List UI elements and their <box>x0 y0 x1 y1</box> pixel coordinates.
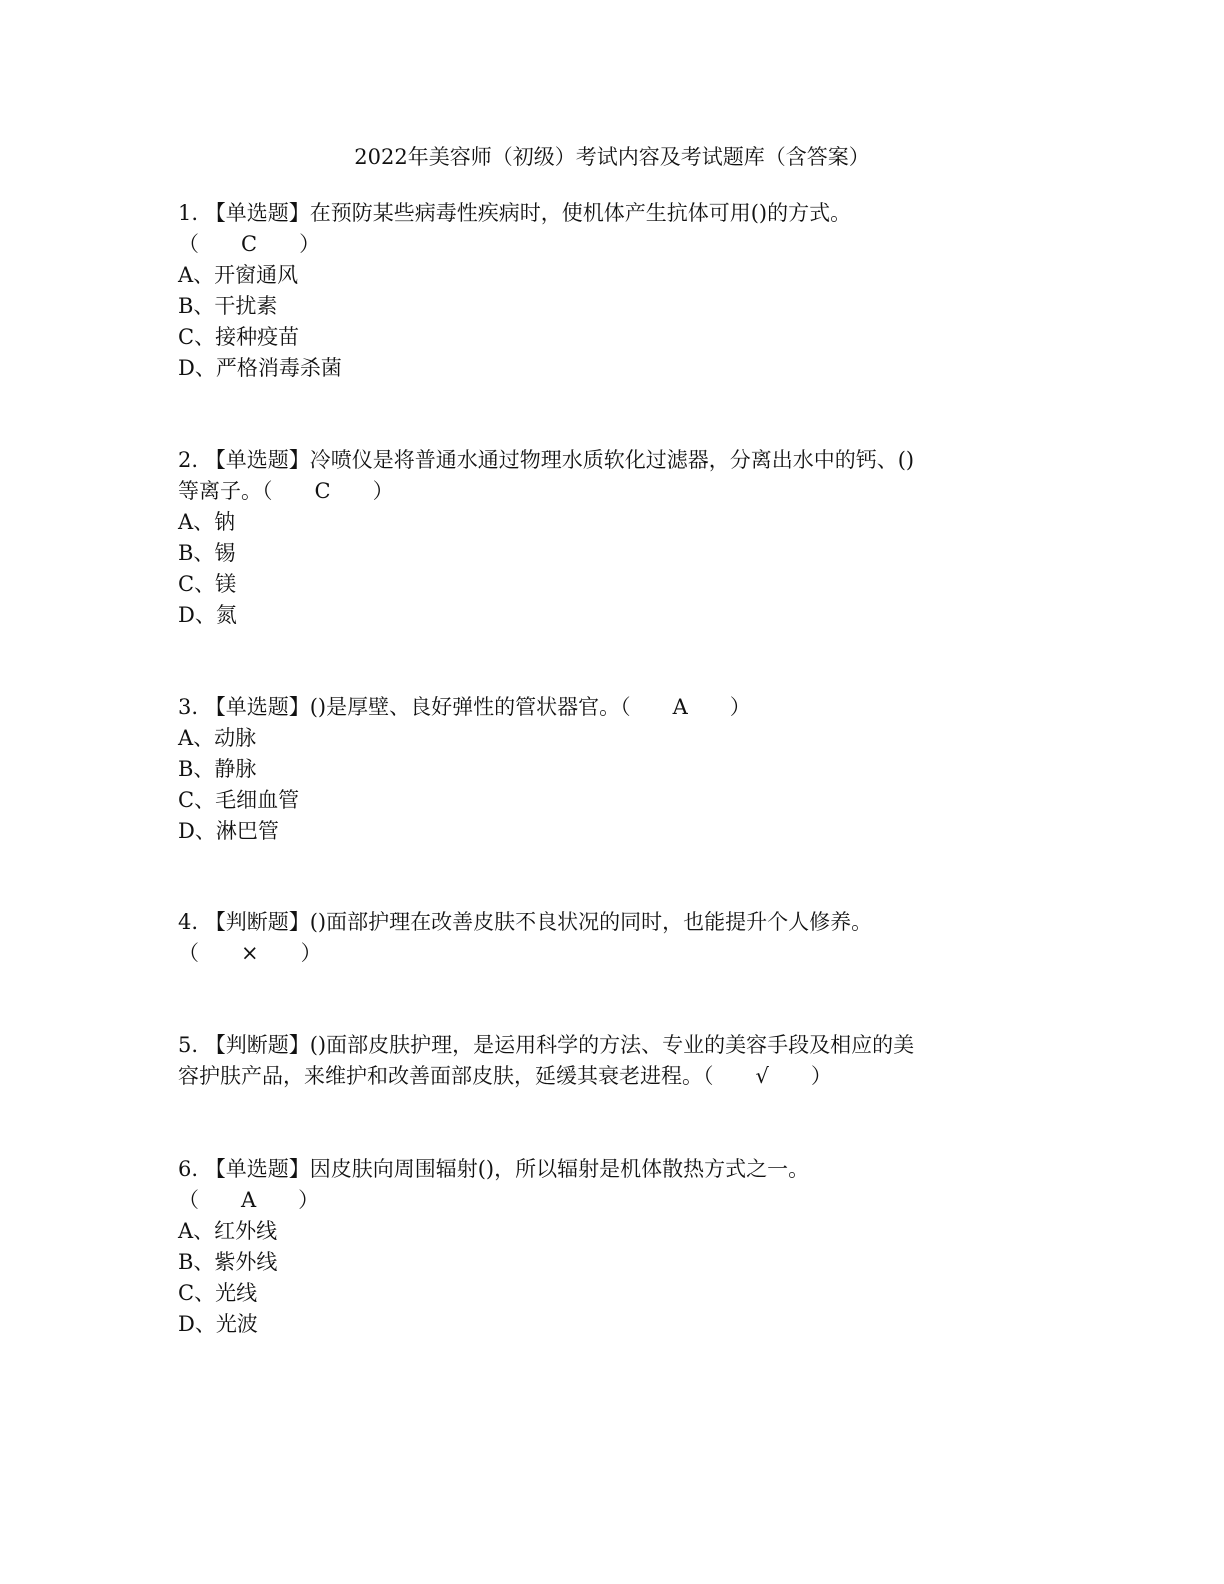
question-5 <box>178 1030 1028 1092</box>
question-2 <box>178 445 1028 631</box>
question-6-answer: （ A ） <box>178 1188 320 1212</box>
question-5-text-cont: 容护肤产品，来维护和改善面部皮肤，延缓其衰老进程。（ √ ） <box>178 1064 832 1088</box>
question-5-text: 5. 【判断题】()面部皮肤护理，是运用科学的方法、专业的美容手段及相应的美 <box>178 1033 915 1057</box>
question-4-answer: （ × ） <box>178 941 322 965</box>
question-6-option-d: D、光波 <box>178 1312 258 1336</box>
question-1-answer: （ C ） <box>178 232 321 256</box>
question-2-text: 2. 【单选题】冷喷仪是将普通水通过物理水质软化过滤器，分离出水中的钙、() <box>178 448 915 472</box>
question-6-text: 6. 【单选题】因皮肤向周围辐射()，所以辐射是机体散热方式之一。 <box>178 1157 810 1181</box>
question-6-option-a: A、红外线 <box>178 1219 278 1243</box>
question-6 <box>178 1154 1028 1340</box>
question-2-option-c: C、镁 <box>178 572 237 596</box>
question-4 <box>178 907 1028 969</box>
question-2-option-b: B、锡 <box>178 541 236 565</box>
question-2-option-a: A、钠 <box>178 510 236 534</box>
question-1 <box>178 198 1028 384</box>
question-3-option-d: D、淋巴管 <box>178 819 279 843</box>
document-title: 2022年美容师（初级）考试内容及考试题库（含答案） <box>354 145 870 169</box>
question-1-option-a: A、开窗通风 <box>178 263 299 287</box>
question-1-text: 1. 【单选题】在预防某些病毒性疾病时，使机体产生抗体可用()的方式。 <box>178 201 852 225</box>
question-1-option-d: D、严格消毒杀菌 <box>178 356 342 380</box>
question-6-option-b: B、紫外线 <box>178 1250 278 1274</box>
question-2-option-d: D、氮 <box>178 603 237 627</box>
question-3-text: 3. 【单选题】()是厚壁、良好弹性的管状器官。（ A ） <box>178 695 751 719</box>
question-1-option-c: C、接种疫苗 <box>178 325 300 349</box>
question-3-option-b: B、静脉 <box>178 757 257 781</box>
question-6-option-c: C、光线 <box>178 1281 258 1305</box>
question-3 <box>178 692 1028 847</box>
question-3-option-a: A、动脉 <box>178 726 257 750</box>
question-1-option-b: B、干扰素 <box>178 294 278 318</box>
question-3-option-c: C、毛细血管 <box>178 788 300 812</box>
question-2-text-cont: 等离子。（ C ） <box>178 479 394 503</box>
question-4-text: 4. 【判断题】()面部护理在改善皮肤不良状况的同时，也能提升个人修养。 <box>178 910 873 934</box>
